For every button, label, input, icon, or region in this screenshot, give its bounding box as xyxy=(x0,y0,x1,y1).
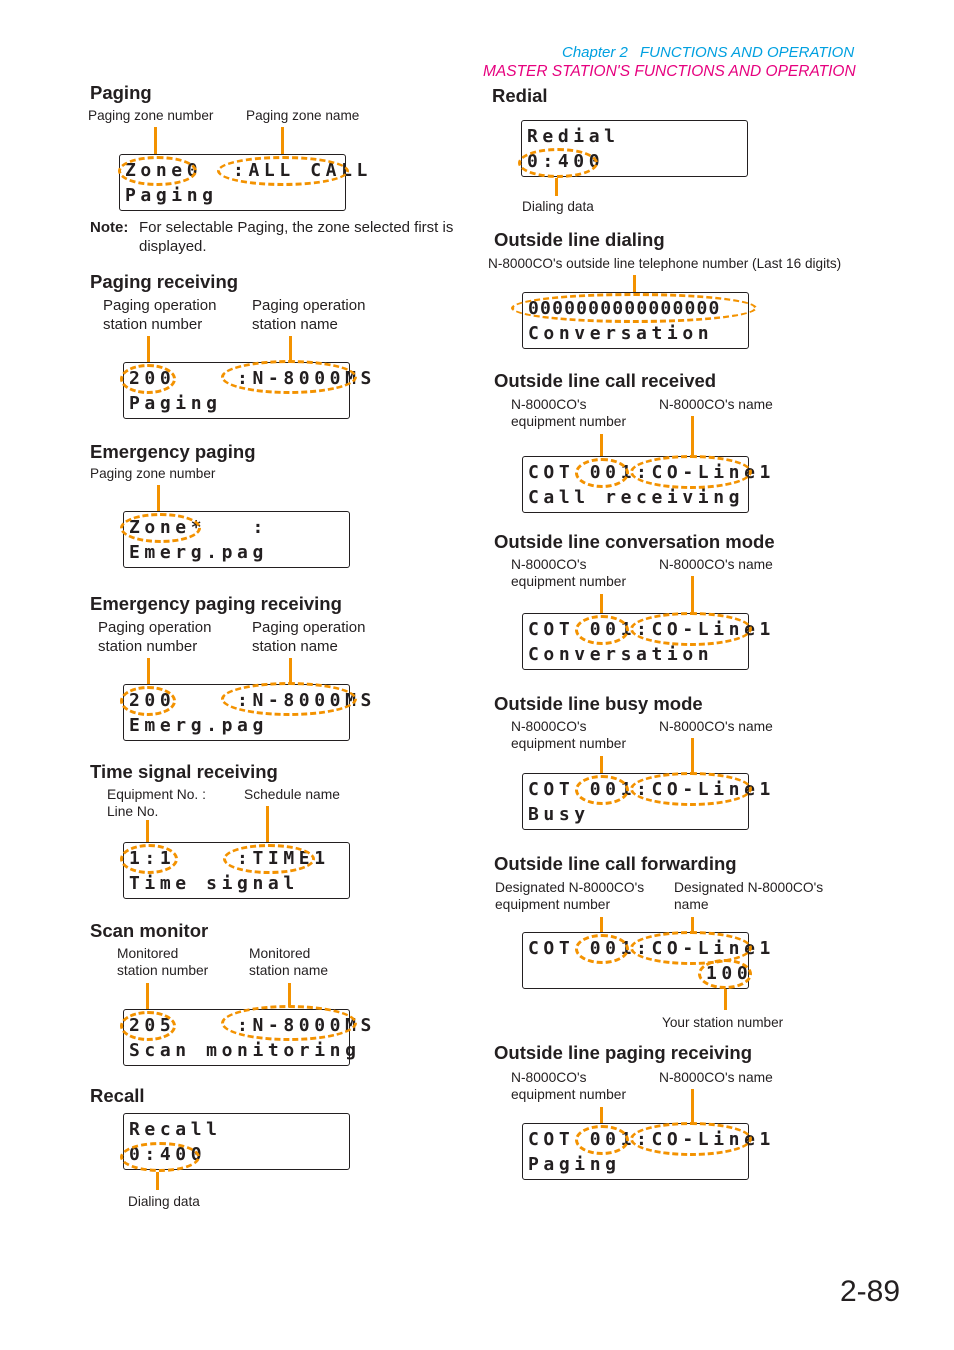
lcd-line-2: Busy xyxy=(528,804,590,825)
lcd-line-2: Emerg.pag xyxy=(129,542,268,563)
paging-receiving-title: Paging receiving xyxy=(90,271,239,292)
schedule-name-label: Schedule name xyxy=(244,787,340,802)
telephone-number-label: N-8000CO's outside line telephone number (Last 16 digits) xyxy=(488,256,842,271)
highlight-ring xyxy=(575,1125,629,1155)
lcd-line-1: COT 001:CO-Line1 xyxy=(528,938,775,959)
paging-operation-station-name-label: Paging operation station name xyxy=(252,297,366,333)
busy-mode-title: Outside line busy mode xyxy=(494,693,703,714)
chapter-title: FUNCTIONS AND OPERATION xyxy=(640,44,855,61)
outside-paging-receiving-title: Outside line paging receiving xyxy=(494,1042,753,1063)
dialing-data-label: Dialing data xyxy=(522,199,594,214)
monitored-station-number-label: Monitored station number xyxy=(117,946,209,978)
outside-line-dialing-title: Outside line dialing xyxy=(494,229,665,250)
lcd-line-2: Conversation xyxy=(528,323,714,344)
designated-name-label: Designated N-8000CO's name xyxy=(674,880,824,912)
redial-title: Redial xyxy=(492,85,548,106)
call-received-title: Outside line call received xyxy=(494,370,717,391)
leader-line xyxy=(156,1172,159,1190)
equipment-number-label: N-8000CO's equipment number xyxy=(511,719,627,751)
lcd-line-2: Scan monitoring xyxy=(129,1040,361,1061)
leader-line xyxy=(691,576,694,615)
leader-line xyxy=(266,806,269,846)
highlight-ring xyxy=(575,775,629,805)
lcd-line-2: Call receiving xyxy=(528,487,745,508)
equipment-line-number-label: Equipment No. : Line No. xyxy=(107,787,206,819)
highlight-ring xyxy=(120,686,176,716)
highlight-ring xyxy=(221,1005,357,1041)
leader-line xyxy=(146,983,149,1011)
leader-line xyxy=(555,178,558,196)
lcd-line-1: COT 001:CO-Line1 xyxy=(528,1129,775,1150)
highlight-ring xyxy=(120,1142,200,1172)
dialing-data-label: Dialing data xyxy=(128,1194,200,1209)
leader-line xyxy=(691,416,694,458)
note-text: For selectable Paging, the zone selected first is displayed. xyxy=(139,219,454,255)
lcd-line-1: Redial xyxy=(527,126,620,147)
lcd-line-1: Zone* : xyxy=(129,517,268,538)
highlight-ring xyxy=(221,360,357,394)
lcd-line-2: Paging xyxy=(125,185,218,206)
highlight-ring xyxy=(217,156,349,186)
equipment-number-label: N-8000CO's equipment number xyxy=(511,557,627,589)
paging-zone-number-label: Paging zone number xyxy=(88,108,214,123)
co-name-label: N-8000CO's name xyxy=(659,557,773,572)
lcd-line-1: COT 001:CO-Line1 xyxy=(528,779,775,800)
leader-line xyxy=(281,127,284,157)
highlight-ring xyxy=(698,959,752,989)
lcd-line-1: 200 :N-8000MS xyxy=(129,368,376,389)
equipment-number-label: N-8000CO's equipment number xyxy=(511,397,627,429)
lcd-line-2: 0:400 xyxy=(527,151,605,172)
chapter-label: Chapter 2 xyxy=(562,44,628,61)
time-signal-receiving-title: Time signal receiving xyxy=(90,761,278,782)
highlight-ring xyxy=(575,458,629,488)
equipment-number-label: N-8000CO's equipment number xyxy=(511,1070,627,1102)
your-station-number-label: Your station number xyxy=(662,1015,784,1030)
lcd-line-2: Paging xyxy=(528,1154,621,1175)
section-title: MASTER STATION'S FUNCTIONS AND OPERATION xyxy=(483,63,856,80)
highlight-ring xyxy=(630,455,752,489)
monitored-station-name-label: Monitored station name xyxy=(249,946,328,978)
highlight-ring xyxy=(120,513,201,543)
lcd-line-2: Emerg.pag xyxy=(129,715,268,736)
paging-operation-station-name-label: Paging operation station name xyxy=(252,619,366,655)
lcd-line-1: COT 001:CO-Line1 xyxy=(528,462,775,483)
paging-operation-station-number-label: Paging operation station number xyxy=(98,619,212,655)
lcd-line-1: Zone0 :ALL CALL xyxy=(125,160,372,181)
call-forwarding-title: Outside line call forwarding xyxy=(494,853,737,874)
highlight-ring xyxy=(518,148,598,178)
scan-monitor-title: Scan monitor xyxy=(90,920,209,941)
paging-title: Paging xyxy=(90,82,152,103)
highlight-ring xyxy=(511,293,757,323)
leader-line xyxy=(691,738,694,775)
note-label: Note: xyxy=(90,219,129,236)
highlight-ring xyxy=(120,364,176,394)
recall-title: Recall xyxy=(90,1085,145,1106)
page-number: 2-89 xyxy=(840,1275,901,1308)
paging-operation-station-number-label: Paging operation station number xyxy=(103,297,217,333)
designated-equipment-number-label: Designated N-8000CO's equipment number xyxy=(495,880,645,912)
highlight-ring xyxy=(118,156,197,186)
lcd-line-2: Time signal xyxy=(129,873,299,894)
leader-line xyxy=(724,989,727,1010)
emergency-paging-receiving-title: Emergency paging receiving xyxy=(90,593,342,614)
highlight-ring xyxy=(223,844,315,874)
lcd-line-2: 100 xyxy=(706,963,753,984)
co-name-label: N-8000CO's name xyxy=(659,719,773,734)
highlight-ring xyxy=(630,1122,752,1156)
paging-zone-number-label: Paging zone number xyxy=(90,466,216,481)
highlight-ring xyxy=(120,1011,176,1041)
lcd-line-1: 0000000000000000 xyxy=(528,298,721,319)
leader-line xyxy=(288,983,291,1007)
conversation-mode-title: Outside line conversation mode xyxy=(494,531,775,552)
lcd-line-1: Recall xyxy=(129,1119,222,1140)
leader-line xyxy=(154,127,157,157)
highlight-ring xyxy=(221,682,357,716)
highlight-ring xyxy=(575,615,629,645)
emergency-paging-title: Emergency paging xyxy=(90,441,256,462)
highlight-ring xyxy=(120,844,178,874)
lcd-line-2: Conversation xyxy=(528,644,714,665)
paging-zone-name-label: Paging zone name xyxy=(246,108,360,123)
lcd-line-1: 200 :N-8000MS xyxy=(129,690,376,711)
lcd-line-2: 0:400 xyxy=(129,1144,207,1165)
highlight-ring xyxy=(630,612,752,646)
co-name-label: N-8000CO's name xyxy=(659,1070,773,1085)
lcd-line-1: 1:1 :TIME1 xyxy=(129,848,330,869)
highlight-ring xyxy=(630,772,752,806)
co-name-label: N-8000CO's name xyxy=(659,397,773,412)
lcd-line-1: 205 :N-8000MS xyxy=(129,1015,376,1036)
highlight-ring xyxy=(575,934,629,964)
leader-line xyxy=(691,1089,694,1125)
lcd-line-1: COT 001:CO-Line1 xyxy=(528,619,775,640)
lcd-line-2: Paging xyxy=(129,393,222,414)
